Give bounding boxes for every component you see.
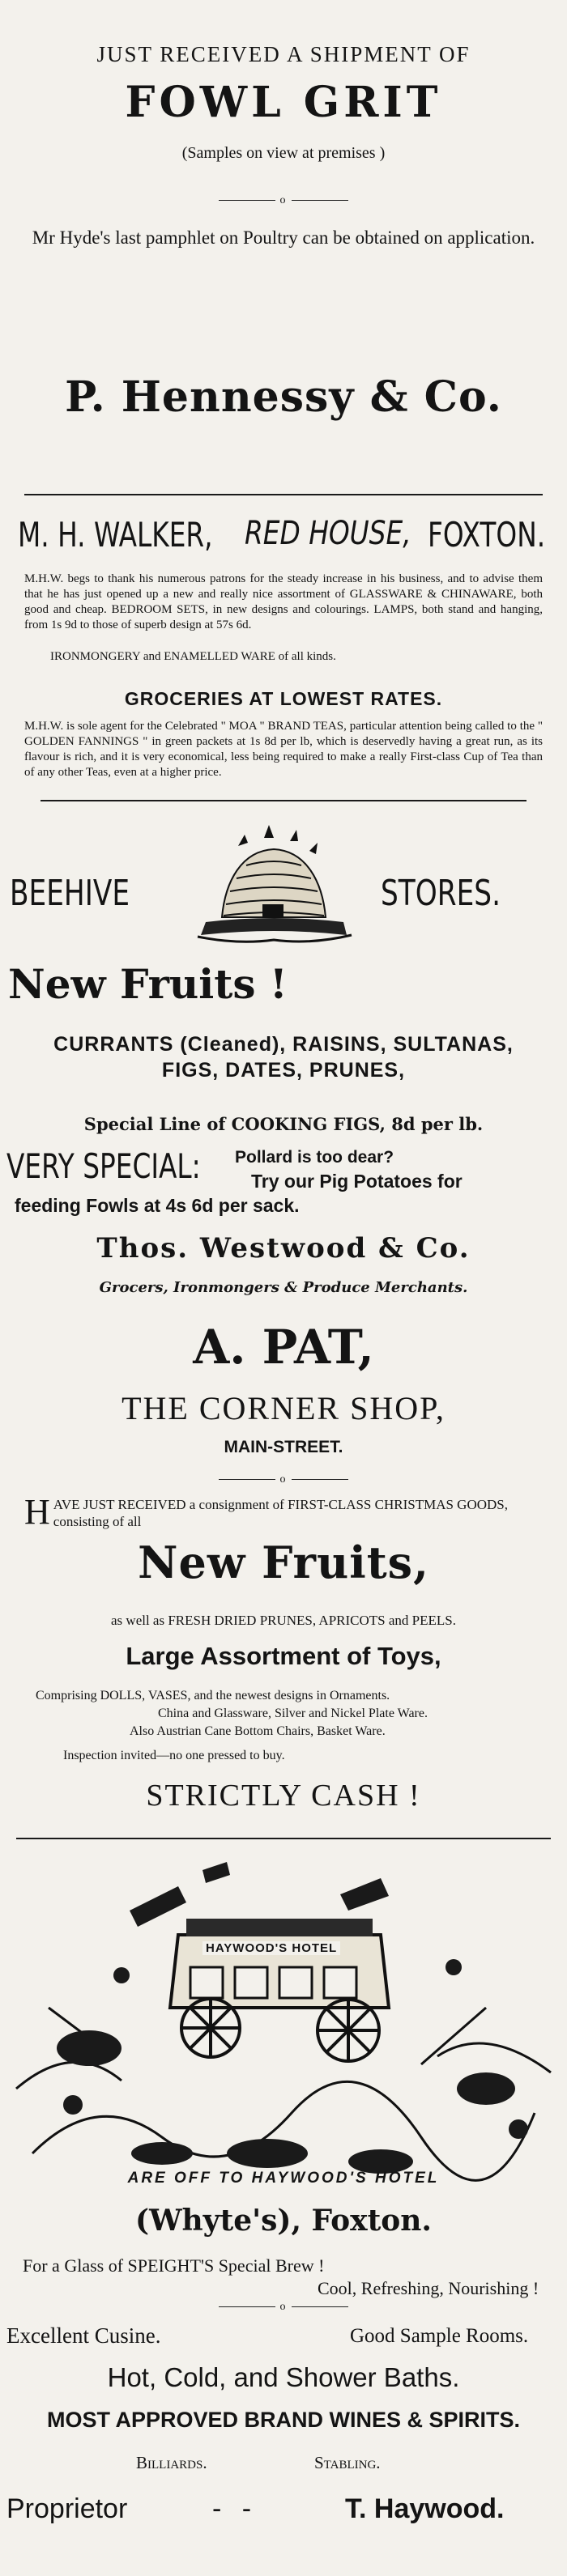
cool-line: Cool, Refreshing, Nourishing ! (318, 2278, 539, 2298)
pig-line: Try our Pig Potatoes for (251, 1171, 463, 1192)
billiards: Billiards. (136, 2453, 207, 2472)
ornament-divider: o (0, 2301, 567, 2314)
divider-rule (16, 1838, 551, 1839)
cusine: Excellent Cusine. (6, 2323, 161, 2348)
speight-line: For a Glass of SPEIGHT'S Special Brew ! (23, 2255, 325, 2276)
walker-ironmongery: IRONMONGERY and ENAMELLED WARE of all kinds. (50, 650, 336, 663)
special-line: Special Line of COOKING FIGS, 8d per lb. (83, 1114, 484, 1134)
wines-line: MOST APPROVED BRAND WINES & SPIRITS. (46, 2408, 521, 2432)
westwood-trades: Grocers, Ironmongers & Produce Merchants. (99, 1279, 468, 1296)
very-special: VERY SPECIAL: (6, 1146, 201, 1186)
coach-illustration (0, 1846, 567, 2194)
divider-rule (24, 494, 543, 495)
fowl-grit-title: FOWL GRIT (125, 78, 442, 127)
beehive-left: BEEHIVE (10, 873, 130, 914)
walker-name: M. H. WALKER, (18, 515, 213, 555)
groceries-heading: GROCERIES AT LOWEST RATES. (124, 688, 443, 709)
ornament-divider: o (0, 1473, 567, 1486)
whytes-foxton: (Whyte's), Foxton. (135, 2204, 432, 2238)
received-text: AVE JUST RECEIVED a consignment of FIRST-CLASS CHRISTMAS GOODS, consisting of all (53, 1497, 508, 1529)
samples-note: (Samples on view at premises ) (181, 144, 386, 162)
proprietor-dashes: - - (212, 2493, 258, 2524)
dried-fruits: as well as FRESH DRIED PRUNES, APRICOTS and PEELS. (111, 1613, 456, 1628)
dolls-line: Comprising DOLLS, VASES, and the newest designs in Ornaments. (36, 1689, 390, 1702)
pat-new-fruits: New Fruits, (138, 1537, 429, 1588)
main-street: MAIN-STREET. (224, 1438, 343, 1456)
beehive-icon (190, 814, 358, 951)
proprietor-label: Proprietor (6, 2493, 128, 2524)
coach-banner: ARE OFF TO HAYWOOD'S HOTEL (127, 2170, 440, 2187)
corner-shop: THE CORNER SHOP, (122, 1390, 446, 1426)
toys-heading: Large Assortment of Toys, (126, 1642, 441, 1670)
drop-cap: H (24, 1492, 50, 1532)
pollard-line: Pollard is too dear? (235, 1148, 394, 1167)
figs-line: FIGS, DATES, PRUNES, (161, 1059, 406, 1082)
hyde-pamphlet: Mr Hyde's last pamphlet on Poultry can be obtained on application. (32, 227, 535, 248)
proprietor-name: T. Haywood. (345, 2493, 505, 2524)
chairs-line: Also Austrian Cane Bottom Chairs, Basket Ware. (130, 1724, 386, 1738)
currants-line: CURRANTS (Cleaned), RAISINS, SULTANAS, (53, 1033, 514, 1056)
pat-name: A. PAT, (193, 1320, 374, 1375)
sample-rooms: Good Sample Rooms. (350, 2325, 529, 2347)
ornament-divider: o (0, 194, 567, 207)
baths-line: Hot, Cold, and Shower Baths. (107, 2362, 460, 2392)
walker-heading (0, 515, 567, 560)
beehive-new-fruits: New Fruits ! (8, 960, 288, 1008)
stabling: Stabling. (314, 2453, 381, 2472)
walker-para1: M.H.W. begs to thank his numerous patrons for the steady increase in his business, and to advise them that he has just opened up a new and really nice assortment of GLASSWARE & CHINAWARE, both good and cheap. BEDROOM SETS, in new designs and colourings. LAMPS, both stand and hanging, from 1s 9d to those of superb design at 57s 6d. (24, 572, 543, 631)
received-block (24, 1492, 543, 1532)
westwood-name: Thos. Westwood & Co. (96, 1232, 471, 1265)
foxton-town: FOXTON. (428, 515, 546, 555)
beehive-right: STORES. (381, 873, 501, 914)
china-line: China and Glassware, Silver and Nickel Plate Ware. (158, 1707, 428, 1720)
strictly-cash: STRICTLY CASH ! (146, 1779, 421, 1813)
coach-sign: HAYWOOD'S HOTEL (202, 1941, 340, 1955)
inspection-line: Inspection invited—no one pressed to buy. (63, 1749, 285, 1762)
walker-para2: M.H.W. is sole agent for the Celebrated " MOA " BRAND TEAS, particular attention being called to the " GOLDEN FANNINGS " in green packets at 1s 8d per lb, which is deservedly having a great run, as its flavour is rich, and it is very economical, less being required to make a really First-class Cup of Tea than of any other Teas, even at a higher price. (24, 720, 543, 779)
red-house: RED HOUSE, (245, 515, 411, 552)
feeding-line: feeding Fowls at 4s 6d per sack. (15, 1195, 300, 1216)
divider-rule (40, 800, 526, 801)
hennessy-name: P. Hennessy & Co. (65, 372, 502, 422)
shipment-line: JUST RECEIVED A SHIPMENT OF (96, 42, 471, 66)
